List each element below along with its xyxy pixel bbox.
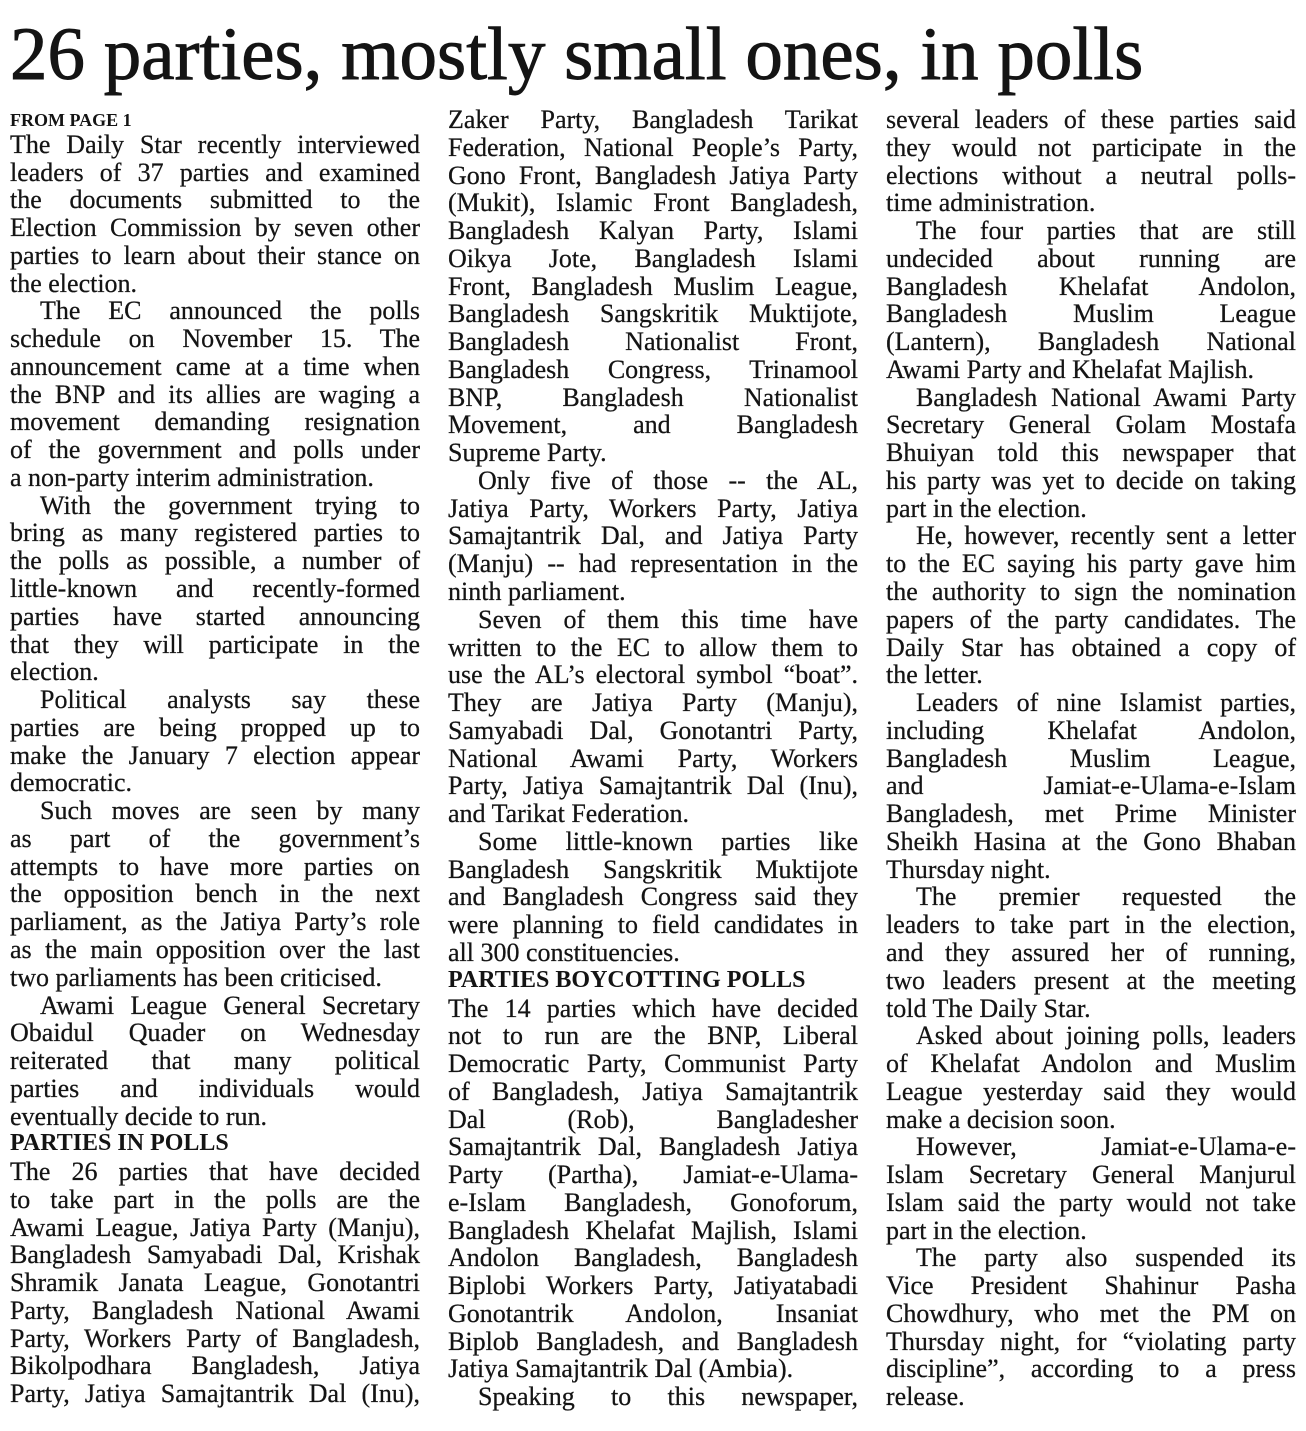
article-line: undecided about running are [886, 243, 1296, 273]
article-line: Bangladesh Khelafat Majlish, Islami [448, 1215, 858, 1245]
paragraph [886, 883, 1296, 1022]
article-line: Party, Jatiya Samajtantrik Dal (Inu), [10, 1379, 420, 1409]
article-line: Sheikh Hasina at the Gono Bhaban [886, 826, 1296, 856]
article-line: eventually decide to run. [10, 1101, 268, 1131]
article-line: The 26 parties that have decided [10, 1157, 420, 1187]
article-line: National Awami Party, Workers [448, 743, 858, 773]
article-line: The party also suspended its [916, 1243, 1296, 1273]
article-line: Shramik Janata League, Gonotantri [10, 1268, 420, 1298]
article-line: Bangladesh Congress, Trinamool [448, 354, 858, 384]
paragraph [448, 106, 858, 467]
paragraph [886, 1022, 1296, 1133]
article-line: Samyabadi Dal, Gonotantri Party, [448, 715, 858, 745]
article-line: and Bangladesh Congress said they [448, 882, 858, 912]
article-line: of the government and polls under [10, 435, 420, 465]
article-line: discipline”, according to a press [886, 1354, 1296, 1384]
article-line: However, Jamiat-e-Ulama-e- [916, 1132, 1296, 1162]
article-line: Political analysts say these [40, 685, 420, 715]
article-line: parties and individuals would [10, 1073, 420, 1103]
article-column-3 [886, 106, 1296, 1411]
subhead-text: PARTIES IN POLLS [10, 1130, 229, 1157]
article-line: Biplob Bangladesh, and Bangladesh [448, 1326, 858, 1356]
article-line: Zaker Party, Bangladesh Tarikat [448, 105, 858, 134]
headline: 26 parties, mostly small ones, in polls [10, 13, 1144, 96]
article-line: With the government trying to [40, 490, 420, 520]
article-line: two leaders present at the meeting [886, 965, 1296, 995]
article-line: Some little-known parties like [478, 826, 858, 856]
article-line: Asked about joining polls, leaders [916, 1021, 1296, 1051]
article-line: parties have started announcing [10, 601, 420, 631]
paragraph [10, 686, 420, 797]
article-line: League yesterday said they would [886, 1076, 1296, 1106]
article-line: make a decision soon. [886, 1104, 1116, 1134]
paragraph [10, 131, 420, 298]
article-line: Awami Party and Khelafat Majlish. [886, 354, 1255, 384]
article-line: and Jamiat-e-Ulama-e-Islam [886, 771, 1296, 801]
article-line: Bangladesh Sangskritik Muktijote [448, 854, 858, 884]
paragraph [886, 217, 1296, 384]
article-column-1 [10, 103, 420, 1408]
paragraph [448, 606, 858, 828]
article-line: Oikya Jote, Bangladesh Islami [448, 243, 858, 273]
article-line: Only five of those -- the AL, [478, 465, 858, 495]
article-line: they would not participate in the [886, 132, 1296, 162]
article-line: The EC announced the polls [40, 296, 420, 326]
article-line: as part of the government’s [10, 823, 420, 853]
article-line: Awami League General Secretary [40, 990, 420, 1020]
paragraph [10, 492, 420, 686]
article-line: Samajtantrik Dal, Bangladesh Jatiya [448, 1132, 858, 1162]
article-line: part in the election. [886, 493, 1087, 523]
article-line: He, however, recently sent a letter [916, 521, 1296, 551]
article-line: The premier requested the [916, 882, 1296, 912]
paragraph [10, 797, 420, 991]
article-line: of Bangladesh, Jatiya Samajtantrik [448, 1076, 858, 1106]
article-line: the documents submitted to the [10, 185, 420, 215]
article-line: (Lantern), Bangladesh National [886, 327, 1296, 357]
article-line: bring as many registered parties to [10, 518, 420, 548]
article-line: Andolon Bangladesh, Bangladesh [448, 1243, 858, 1273]
article-line: e-Islam Bangladesh, Gonoforum, [448, 1187, 858, 1217]
article-line: Bangladesh Kalyan Party, Islami [448, 216, 858, 246]
paragraph [10, 1158, 420, 1408]
article-line: reiterated that many political [10, 1046, 420, 1076]
article-line: announcement came at a time when [10, 351, 420, 381]
article-line: Jatiya Party, Workers Party, Jatiya [448, 493, 858, 523]
article-line: (Mukit), Islamic Front Bangladesh, [448, 188, 858, 218]
article-line: Bangladesh National Awami Party [916, 382, 1296, 412]
article-line: parties are being propped up to [10, 712, 420, 742]
article-line: to take part in the polls are the [10, 1184, 420, 1214]
article-line: Islam said the party would not take [886, 1187, 1296, 1217]
article-line: Supreme Party. [448, 438, 607, 468]
article-line: part in the election. [886, 1215, 1087, 1245]
subhead-text: PARTIES BOYCOTTING POLLS [448, 966, 806, 993]
jump-line [10, 103, 420, 131]
article-column-2 [448, 106, 858, 1411]
article-line: release. [886, 1382, 965, 1412]
article-line: Front, Bangladesh Muslim League, [448, 271, 858, 301]
paragraph [10, 297, 420, 491]
article-line: Election Commission by seven other [10, 213, 420, 243]
paragraph [886, 1244, 1296, 1411]
article-line: as the main opposition over the last [10, 934, 420, 964]
article-line: and they assured her of running, [886, 937, 1296, 967]
article-line: Federation, National People’s Party, [448, 132, 858, 162]
paragraph [886, 106, 1296, 217]
article-line: Such moves are seen by many [40, 796, 420, 826]
article-line: Bangladesh Khelafat Andolon, [886, 271, 1296, 301]
section-subhead [10, 1130, 420, 1158]
paragraph [886, 1133, 1296, 1244]
article-line: Party, Workers Party of Bangladesh, [10, 1323, 420, 1353]
article-line: the letter. [886, 660, 983, 690]
paragraph [10, 992, 420, 1131]
article-line: democratic. [10, 768, 132, 798]
article-line: Party, Bangladesh National Awami [10, 1295, 420, 1325]
article-line: Movement, and Bangladesh [448, 410, 858, 440]
article-line: movement demanding resignation [10, 407, 420, 437]
article-line: The four parties that are still [916, 216, 1296, 246]
article-line: schedule on November 15. The [10, 324, 420, 354]
article-line: Thursday night, for “violating party [886, 1326, 1296, 1356]
article-line: papers of the party candidates. The [886, 604, 1296, 634]
article-line: Bikolpodhara Bangladesh, Jatiya [10, 1351, 420, 1381]
article-line: not to run are the BNP, Liberal [448, 1021, 858, 1051]
article-line: leaders of 37 parties and examined [10, 157, 420, 187]
article-line: Obaidul Quader on Wednesday [10, 1018, 420, 1048]
article-line: Samajtantrik Dal, and Jatiya Party [448, 521, 858, 551]
article-line: attempts to have more parties on [10, 851, 420, 881]
article-line: Secretary General Golam Mostafa [886, 410, 1296, 440]
article-line: Bangladesh Muslim League, [886, 743, 1296, 773]
article-line: Bangladesh Muslim League [886, 299, 1296, 329]
article-line: Bangladesh Samyabadi Dal, Krishak [10, 1240, 420, 1270]
paragraph [448, 1383, 858, 1411]
article-line: Vice President Shahinur Pasha [886, 1271, 1296, 1301]
article-line: Awami League, Jatiya Party (Manju), [10, 1212, 420, 1242]
article-line: Daily Star has obtained a copy of [886, 632, 1296, 662]
article-line: BNP, Bangladesh Nationalist [448, 382, 858, 412]
article-line: that they will participate in the [10, 629, 420, 659]
article-line: Thursday night. [886, 854, 1051, 884]
article-line: use the AL’s electoral symbol “boat”. [448, 660, 858, 690]
article-line: his party was yet to decide on taking [886, 465, 1296, 495]
article-line: written to the EC to allow them to [448, 632, 858, 662]
article-line: Bhuiyan told this newspaper that [886, 438, 1296, 468]
article-line: election. [10, 657, 99, 687]
article-line: all 300 constituencies. [448, 937, 680, 967]
article-line: Party (Partha), Jamiat-e-Ulama- [448, 1160, 858, 1190]
article-line: Bangladesh, met Prime Minister [886, 799, 1296, 829]
article-line: several leaders of these parties said [886, 105, 1296, 134]
article-line: The 14 parties which have decided [448, 993, 858, 1023]
article-line: (Manju) -- had representation in the [448, 549, 858, 579]
article-line: Bangladesh Sangskritik Muktijote, [448, 299, 858, 329]
article-line: the opposition bench in the next [10, 879, 420, 909]
article-line: the election. [10, 268, 138, 298]
article-line: elections without a neutral polls- [886, 160, 1296, 190]
article-line: Chowdhury, who met the PM on [886, 1298, 1296, 1328]
article-line: and Tarikat Federation. [448, 799, 690, 829]
article-line: make the January 7 election appear [10, 740, 420, 770]
article-line: were planning to field candidates in [448, 910, 858, 940]
article-line: of Khelafat Andolon and Muslim [886, 1049, 1296, 1079]
article-line: leaders to take part in the election, [886, 910, 1296, 940]
article-line: a non-party interim administration. [10, 462, 374, 492]
article-line: parties to learn about their stance on [10, 240, 420, 270]
article-line: the polls as possible, a number of [10, 546, 420, 576]
article-line: including Khelafat Andolon, [886, 715, 1296, 745]
article-line: parliament, as the Jatiya Party’s role [10, 907, 420, 937]
article-line: the BNP and its allies are waging a [10, 379, 420, 409]
paragraph [886, 522, 1296, 689]
article-line: Gonotantrik Andolon, Insaniat [448, 1298, 858, 1328]
article-line: ninth parliament. [448, 577, 626, 607]
article-line: Biplobi Workers Party, Jatiyatabadi [448, 1271, 858, 1301]
jump-text: FROM PAGE 1 [10, 110, 132, 130]
article-line: Leaders of nine Islamist parties, [916, 688, 1296, 718]
section-subhead [448, 967, 858, 995]
article-line: Speaking to this newspaper, [478, 1382, 858, 1412]
article-line: two parliaments has been criticised. [10, 962, 382, 992]
paragraph [448, 828, 858, 967]
article-line: Gono Front, Bangladesh Jatiya Party [448, 160, 858, 190]
article-line: Seven of them this time have [478, 604, 858, 634]
article-line: Party, Jatiya Samajtantrik Dal (Inu), [448, 771, 858, 801]
article-line: They are Jatiya Party (Manju), [448, 688, 858, 718]
paragraph [886, 384, 1296, 523]
article-line: to the EC saying his party gave him [886, 549, 1296, 579]
paragraph [886, 689, 1296, 883]
article-line: told The Daily Star. [886, 993, 1091, 1023]
article-line: Bangladesh Nationalist Front, [448, 327, 858, 357]
article-line: Democratic Party, Communist Party [448, 1049, 858, 1079]
article-line: Jatiya Samajtantrik Dal (Ambia). [448, 1354, 794, 1384]
article-line: The Daily Star recently interviewed [10, 129, 420, 159]
article-line: the authority to sign the nomination [886, 577, 1296, 607]
article-line: Dal (Rob), Bangladesher [448, 1104, 858, 1134]
article-line: little-known and recently-formed [10, 574, 420, 604]
article-line: time administration. [886, 188, 1096, 218]
article-line: Islam Secretary General Manjurul [886, 1160, 1296, 1190]
paragraph [448, 995, 858, 1384]
paragraph [448, 467, 858, 606]
